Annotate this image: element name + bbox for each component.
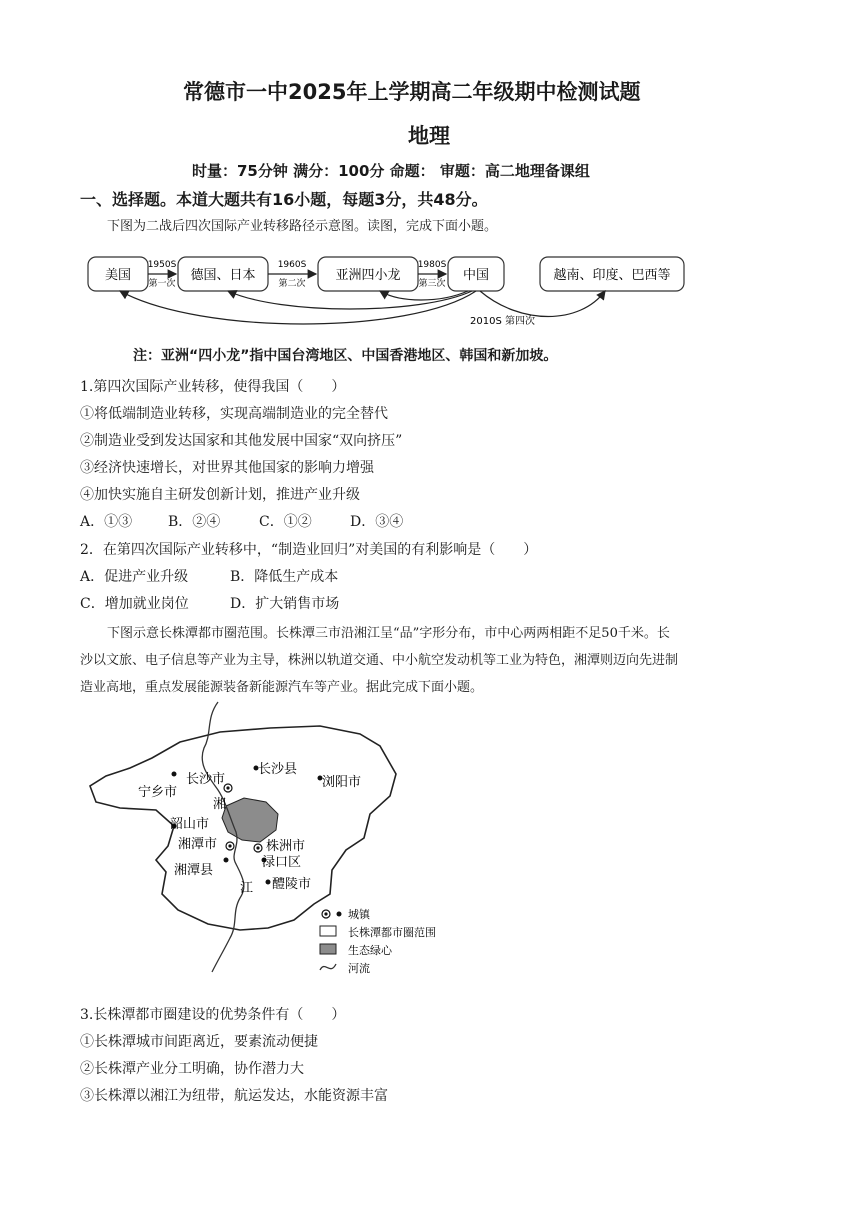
node-vietnam-etc: 越南、印度、巴西等 bbox=[553, 268, 671, 283]
arrow-third-decade: 1980S bbox=[417, 260, 447, 270]
section-intro: 下图为二战后四次国际产业转移路径示意图。读图，完成下面小题。 bbox=[107, 219, 498, 234]
fourth-transfer-label: 2010S 第四次 bbox=[470, 316, 535, 327]
curve-to-usa bbox=[120, 291, 476, 324]
q1-option-a: A．①③ bbox=[80, 514, 133, 530]
passage2-line-1: 下图示意长株潭都市圈范围。长株潭三市沿湘江呈“品”字形分布，市中心两两相距不足50千米。长 bbox=[107, 626, 670, 641]
passage2-line-3: 造业高地，重点发展能源装备新能源汽车等产业。据此完成下面小题。 bbox=[80, 680, 484, 695]
label-xiangtan-county: 湘潭县 bbox=[174, 863, 214, 878]
map-legend bbox=[320, 907, 436, 975]
subject-title: 地理 bbox=[408, 124, 450, 148]
label-xiangtan-city: 湘潭市 bbox=[178, 837, 218, 852]
legend-town: 城镇 bbox=[348, 908, 370, 921]
arrow-first-label: 第一次 bbox=[148, 279, 176, 289]
label-liuyang: 浏阳市 bbox=[322, 775, 362, 790]
q2-option-b: B．降低生产成本 bbox=[230, 569, 339, 585]
q1-option-d: D．③④ bbox=[350, 514, 404, 530]
passage2-line-2: 沙以文旅、电子信息等产业为主导，株洲以轨道交通、中小航空发动机等工业为特色，湘潭则迈向先进制 bbox=[80, 653, 679, 668]
exam-meta: 时量：75分钟 满分：100分 命题： 审题：高二地理备课组 bbox=[192, 162, 590, 180]
q3-item-2: ②长株潭产业分工明确，协作潜力大 bbox=[80, 1061, 304, 1077]
q1-option-c: C．①② bbox=[259, 514, 312, 530]
node-germany-japan: 德国、日本 bbox=[190, 268, 256, 283]
legend-river: 河流 bbox=[348, 962, 370, 975]
q2-option-c: C．增加就业岗位 bbox=[80, 596, 189, 612]
q2-option-a: A．促进产业升级 bbox=[80, 569, 189, 585]
changzhutan-map bbox=[80, 698, 460, 988]
curve-to-vietnam bbox=[480, 291, 605, 317]
q1-stem: 1.第四次国际产业转移，使得我国（ ） bbox=[80, 379, 346, 395]
label-changsha: 长沙市 bbox=[186, 772, 226, 787]
label-zhuzhou: 株洲市 bbox=[266, 839, 306, 854]
arrow-second-decade: 1960S bbox=[277, 260, 307, 270]
q1-item-2: ②制造业受到发达国家和其他发展中国家“双向挤压” bbox=[80, 433, 403, 449]
section-heading: 一、选择题。本道大题共有16小题，每题3分，共48分。 bbox=[80, 190, 488, 209]
label-river-jiang: 江 bbox=[240, 881, 254, 896]
q1-item-3: ③经济快速增长，对世界其他国家的影响力增强 bbox=[80, 460, 374, 476]
node-china: 中国 bbox=[462, 268, 490, 283]
node-usa: 美国 bbox=[104, 268, 132, 283]
label-shaoshan: 韶山市 bbox=[170, 817, 210, 832]
curve-to-germany-japan bbox=[228, 291, 472, 309]
q1-option-b: B．②④ bbox=[168, 514, 221, 530]
curve-to-four-dragons bbox=[380, 291, 468, 300]
arrow-first-decade: 1950S bbox=[147, 260, 177, 270]
arrow-third-label: 第三次 bbox=[418, 279, 446, 289]
label-river-xiang: 湘 bbox=[213, 797, 227, 812]
q1-item-4: ④加快实施自主研发创新计划，推进产业升级 bbox=[80, 487, 360, 503]
q2-option-d: D．扩大销售市场 bbox=[230, 596, 340, 612]
q2-stem: 2．在第四次国际产业转移中，“制造业回归”对美国的有利影响是（ ） bbox=[80, 542, 538, 558]
label-lukou: 渌口区 bbox=[262, 855, 302, 870]
label-liling: 醴陵市 bbox=[272, 877, 312, 892]
arrow-second-label: 第二次 bbox=[278, 279, 306, 289]
label-changsha-county: 长沙县 bbox=[258, 762, 298, 777]
legend-metro-range: 长株潭都市圈范围 bbox=[348, 926, 436, 939]
q1-item-1: ①将低端制造业转移，实现高端制造业的完全替代 bbox=[80, 406, 388, 422]
legend-green-heart: 生态绿心 bbox=[348, 944, 392, 957]
industry-transfer-diagram bbox=[80, 245, 700, 335]
q3-stem: 3.长株潭都市圈建设的优势条件有（ ） bbox=[80, 1007, 346, 1023]
q3-item-1: ①长株潭城市间距离近，要素流动便捷 bbox=[80, 1034, 318, 1050]
q3-item-3: ③长株潭以湘江为纽带，航运发达，水能资源丰富 bbox=[80, 1088, 388, 1104]
exam-title: 常德市一中2025年上学期高二年级期中检测试题 bbox=[183, 80, 641, 104]
diagram-note: 注：亚洲“四小龙”指中国台湾地区、中国香港地区、韩国和新加坡。 bbox=[133, 348, 558, 364]
label-ningxiang: 宁乡市 bbox=[138, 785, 178, 800]
node-four-dragons: 亚洲四小龙 bbox=[335, 268, 401, 283]
